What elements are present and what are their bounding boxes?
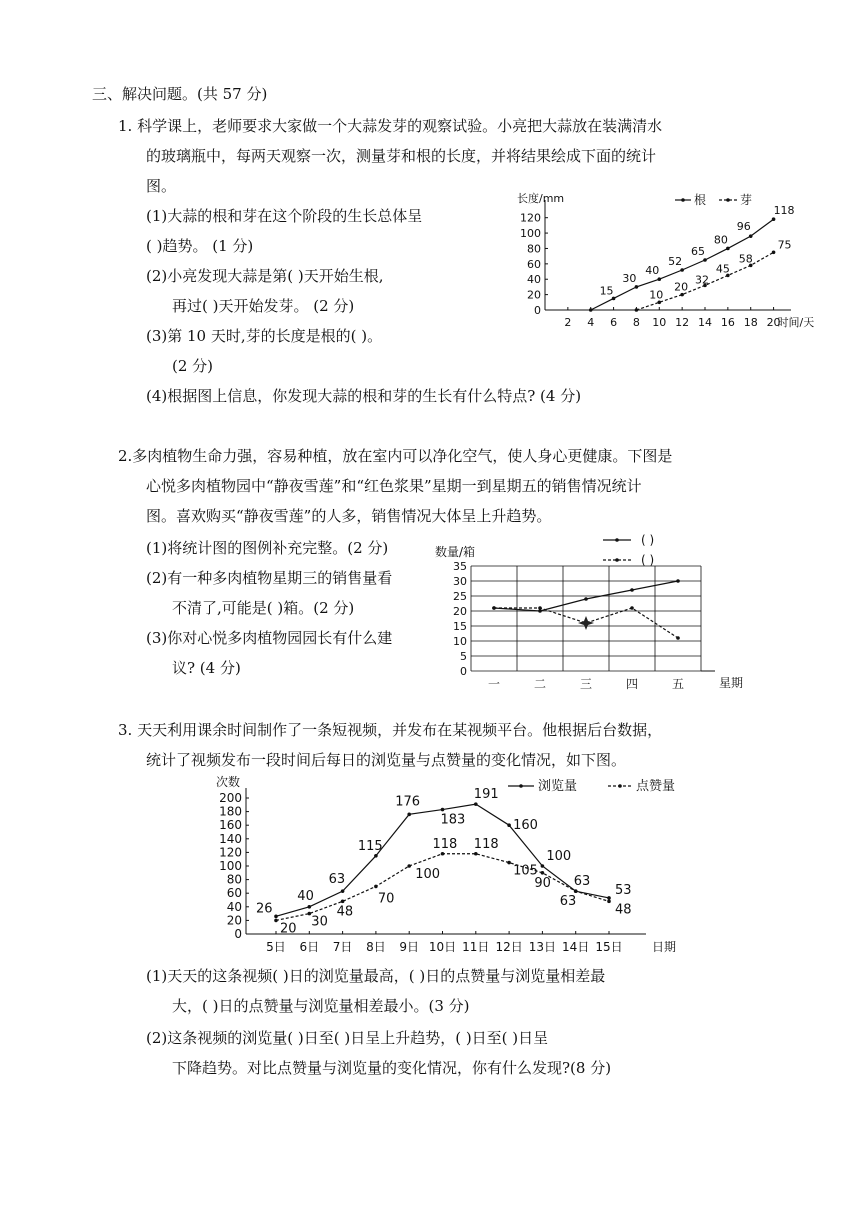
data-label: 40 — [645, 264, 660, 278]
data-point — [630, 606, 634, 610]
q2-sub-2: (2)有一种多肉植物星期三的销售量看 — [146, 569, 393, 587]
data-point — [584, 597, 588, 601]
data-label: 48 — [336, 904, 354, 920]
q1-sub-1: (1)大蒜的根和芽在这个阶段的生长总体呈 — [146, 207, 423, 225]
y-tick-label: 0 — [460, 665, 467, 678]
data-label: 40 — [297, 888, 314, 904]
data-label: 96 — [736, 220, 751, 234]
y-tick-label: 20 — [226, 913, 242, 928]
data-point — [441, 852, 445, 856]
x-tick-label: 8日 — [366, 940, 386, 954]
y-tick-label: 20 — [453, 605, 467, 618]
data-point — [630, 588, 634, 592]
y-tick-label: 40 — [226, 899, 242, 914]
legend-marker-views — [519, 784, 523, 788]
data-point — [341, 889, 345, 893]
data-label: 48 — [615, 902, 632, 918]
data-label: 80 — [713, 233, 728, 247]
legend-marker-dashed — [615, 558, 619, 562]
data-point — [274, 915, 278, 919]
data-label: 20 — [674, 280, 689, 294]
q2-sub-1: (1)将统计图的图例补充完整。(2 分) — [146, 539, 389, 557]
q1-sub-3: (3)第 10 天时,芽的长度是根的( )。 — [146, 327, 383, 345]
y-tick-label: 120 — [520, 211, 541, 225]
data-label: 100 — [546, 849, 572, 864]
data-point — [374, 885, 378, 889]
data-label: 32 — [695, 273, 709, 287]
x-tick-label: 6日 — [299, 940, 320, 954]
data-label: 10 — [649, 288, 664, 302]
q1-sub-1b: ( )趋势。 (1 分) — [146, 237, 254, 255]
data-label: 52 — [668, 255, 683, 268]
data-label: 45 — [715, 262, 730, 276]
y-tick-label: 40 — [527, 273, 541, 287]
x-tick-label: 20 — [766, 316, 781, 329]
q3-sub-1b: 大，( )日的点赞量与浏览量相差最小。(3 分) — [172, 997, 470, 1015]
y-tick-label: 200 — [219, 791, 242, 805]
x-tick-label: 14 — [698, 316, 712, 329]
legend-marker-root — [681, 198, 685, 202]
y-tick-label: 20 — [527, 288, 541, 302]
x-tick-label: 18 — [743, 316, 758, 329]
data-point — [507, 823, 511, 827]
q2-line-2: 心悦多肉植物园中“静夜雪莲”和“红色浆果”星期一到星期五的销售情况统计 — [146, 477, 642, 495]
data-point — [474, 852, 478, 856]
data-point — [441, 808, 445, 812]
y-tick-label: 0 — [534, 304, 541, 317]
data-label: 105 — [513, 863, 538, 879]
y-tick-label: 35 — [453, 560, 467, 573]
data-label: 63 — [328, 872, 346, 888]
y-tick-label: 60 — [226, 886, 242, 901]
data-label: 75 — [777, 238, 792, 252]
x-tick-label: 一 — [487, 677, 501, 691]
x-tick-label: 9日 — [399, 940, 420, 954]
x-tick-label: 6 — [610, 316, 618, 329]
q3-sub-1: (1)天天的这条视频( )日的浏览量最高，( )日的点赞量与浏览量相差最 — [146, 967, 606, 985]
x-axis-label: 日期 — [652, 940, 677, 954]
data-label: 176 — [395, 794, 421, 810]
y-tick-label: 100 — [520, 227, 541, 241]
data-point — [635, 308, 639, 312]
data-label: 63 — [559, 894, 577, 910]
q1-sub-3b: (2 分) — [172, 357, 214, 375]
data-point — [607, 896, 611, 900]
data-label: 26 — [256, 901, 273, 917]
data-point — [657, 277, 661, 281]
x-tick-label: 二 — [533, 677, 547, 691]
q2-sub-3: (3)你对心悦多肉植物园园长有什么建 — [146, 629, 393, 647]
data-point — [341, 900, 345, 904]
q2-sub-3b: 议? (4 分) — [172, 659, 241, 677]
data-label: 191 — [473, 787, 499, 803]
legend-marker-solid — [615, 538, 619, 542]
data-label: 115 — [357, 838, 383, 854]
section-title: 三、解决问题。(共 57 分) — [92, 85, 268, 103]
data-point — [274, 919, 278, 923]
legend-label-root: 根 — [694, 193, 707, 207]
q1-sub-2: (2)小亮发现大蒜是第( )天开始生根, — [146, 267, 384, 285]
x-tick-label: 7日 — [332, 940, 353, 954]
data-point — [772, 251, 776, 255]
q1-line-3: 图。 — [146, 177, 177, 195]
x-tick-label: 14日 — [562, 940, 590, 954]
data-point — [541, 864, 545, 868]
x-tick-label: 三 — [579, 677, 593, 691]
legend-label-likes: 点赞量 — [636, 779, 676, 794]
q1-line-1: 1. 科学课上，老师要求大家做一个大蒜发芽的观察试验。小亮把大蒜放在装满清水 — [118, 117, 663, 135]
data-label: 15 — [599, 284, 614, 298]
legend-label-solid: ( ) — [641, 533, 655, 547]
x-tick-label: 12 — [675, 316, 690, 329]
q1-line-2: 的玻璃瓶中，每两天观察一次，测量芽和根的长度，并将结果绘成下面的统计 — [146, 147, 657, 165]
legend-label-views: 浏览量 — [538, 779, 578, 794]
y-tick-label: 30 — [453, 575, 467, 588]
data-point — [749, 234, 753, 238]
q3-sub-2: (2)这条视频的浏览量( )日至( )日呈上升趋势，( )日至( )日呈 — [146, 1029, 549, 1047]
data-label: 90 — [534, 875, 551, 891]
data-label: 118 — [473, 836, 499, 852]
x-tick-label: 12日 — [495, 940, 523, 954]
data-point — [635, 285, 639, 289]
q2-line-3: 图。喜欢购买“静夜雪莲”的人多，销售情况大体呈上升趋势。 — [146, 507, 552, 525]
data-point — [474, 802, 478, 806]
q3-sub-2b: 下降趋势。对比点赞量与浏览量的变化情况，你有什么发现?(8 分) — [172, 1059, 612, 1077]
y-tick-label: 80 — [226, 872, 242, 887]
q3-line-1: 3. 天天利用课余时间制作了一条短视频，并发布在某视频平台。他根据后台数据， — [118, 721, 663, 739]
q2-sub-2b: 不清了,可能是( )箱。(2 分) — [172, 599, 355, 617]
data-point — [374, 854, 378, 858]
y-tick-label: 180 — [219, 804, 242, 819]
x-tick-label: 11日 — [462, 940, 490, 954]
y-tick-label: 0 — [234, 927, 242, 941]
legend-marker-likes — [618, 784, 622, 788]
data-label: 58 — [738, 252, 753, 266]
data-label: 70 — [377, 891, 395, 907]
legend-marker-sprout — [726, 198, 730, 202]
succulent-sales-chart — [435, 526, 755, 691]
y-tick-label: 120 — [219, 845, 242, 860]
video-views-chart — [212, 774, 692, 964]
y-axis-label: 次数 — [216, 775, 241, 789]
y-tick-label: 140 — [219, 831, 242, 846]
data-point — [676, 636, 680, 640]
x-tick-label: 13日 — [528, 940, 557, 954]
y-axis-label: 长度/mm — [517, 192, 565, 205]
data-point — [507, 861, 511, 865]
y-tick-label: 80 — [527, 242, 541, 256]
smudge-mark — [578, 616, 594, 630]
data-point — [538, 606, 542, 610]
data-label: 118 — [773, 204, 795, 218]
y-tick-label: 10 — [453, 635, 467, 648]
data-point — [726, 247, 730, 251]
data-label: 20 — [280, 921, 297, 937]
data-point — [680, 268, 684, 272]
x-tick-label: 4 — [587, 316, 595, 329]
data-point — [772, 217, 776, 221]
data-label: 30 — [311, 914, 328, 930]
data-point — [541, 871, 545, 875]
data-label: 30 — [622, 271, 637, 285]
garlic-growth-chart — [505, 188, 815, 338]
y-tick-label: 15 — [453, 620, 467, 633]
legend-label-dashed: ( ) — [641, 553, 655, 567]
data-label: 53 — [615, 882, 632, 898]
y-tick-label: 60 — [527, 257, 541, 271]
y-tick-label: 100 — [219, 859, 242, 873]
x-tick-label: 10日 — [428, 940, 457, 954]
x-tick-label: 2 — [564, 316, 572, 329]
data-point — [492, 606, 496, 610]
x-tick-label: 16 — [720, 316, 735, 329]
data-point — [407, 864, 411, 868]
q1-sub-4: (4)根据图上信息，你发现大蒜的根和芽的生长有什么特点? (4 分) — [146, 387, 582, 405]
data-label: 63 — [573, 874, 591, 890]
q2-line-1: 2.多肉植物生命力强，容易种植，放在室内可以净化空气，使人身心更健康。下图是 — [118, 447, 673, 465]
q3-line-2: 统计了视频发布一段时间后每日的浏览量与点赞量的变化情况，如下图。 — [146, 751, 627, 769]
x-tick-label: 四 — [625, 677, 639, 691]
y-tick-label: 5 — [460, 650, 467, 663]
y-tick-label: 25 — [453, 590, 467, 603]
data-label: 183 — [440, 812, 466, 828]
data-label: 118 — [432, 836, 458, 852]
x-tick-label: 15日 — [595, 940, 623, 954]
data-label: 100 — [415, 867, 441, 882]
x-tick-label: 8 — [632, 316, 640, 329]
data-point — [407, 813, 411, 817]
x-tick-label: 五 — [671, 677, 685, 691]
data-point — [607, 900, 611, 904]
y-tick-label: 160 — [219, 818, 242, 833]
q1-sub-2b: 再过( )天开始发芽。 (2 分) — [172, 297, 355, 315]
legend-label-sprout: 芽 — [740, 193, 753, 207]
data-point — [308, 905, 312, 909]
data-point — [676, 579, 680, 583]
data-point — [574, 889, 578, 893]
data-point — [703, 258, 707, 262]
y-axis-label: 数量/箱 — [435, 545, 476, 559]
x-axis-label: 时间/天 — [777, 316, 815, 329]
x-tick-label: 10 — [652, 316, 667, 329]
x-tick-label: 5日 — [266, 940, 286, 954]
data-point — [589, 308, 593, 312]
data-label: 160 — [513, 818, 538, 834]
x-axis-label: 星期 — [719, 676, 744, 690]
data-label: 65 — [691, 245, 705, 258]
